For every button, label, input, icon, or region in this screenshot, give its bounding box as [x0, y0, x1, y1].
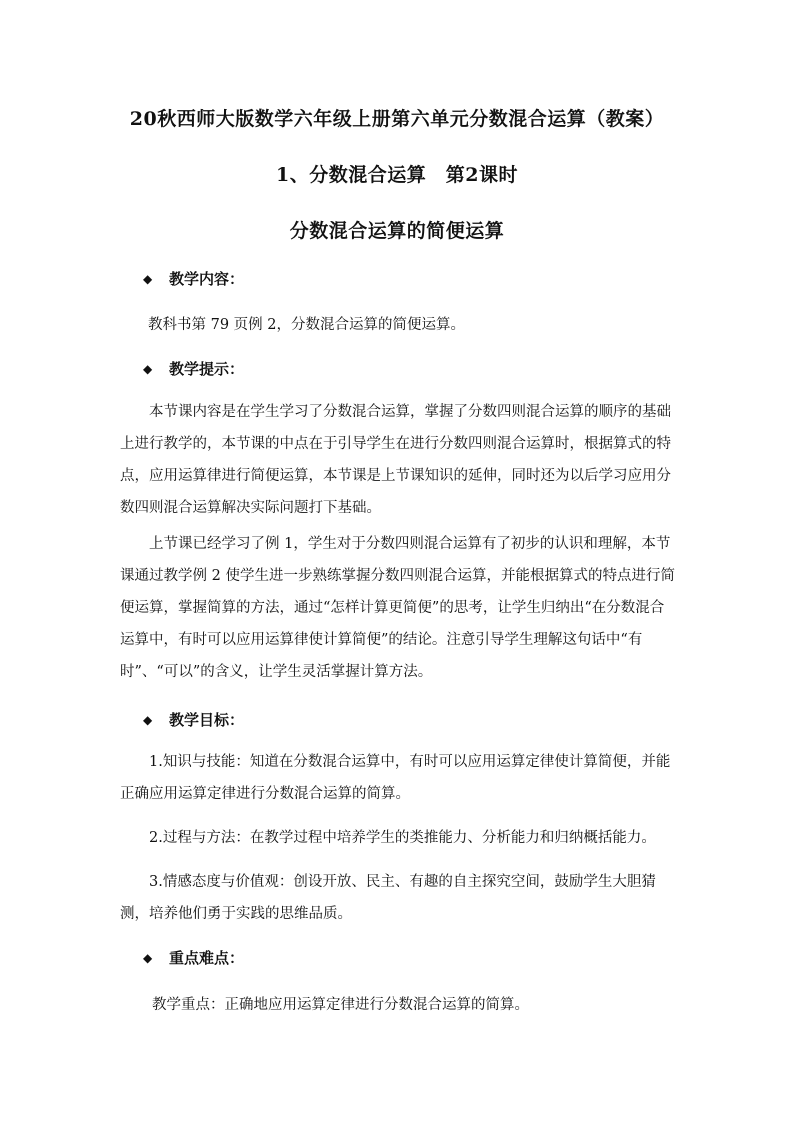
- section-heading-label: 教学提示：: [169, 360, 245, 378]
- lesson-title: 1、分数混合运算 第2课时: [276, 164, 518, 186]
- section-heading-content: [143, 268, 244, 289]
- diamond-bullet-icon: ◆: [143, 712, 153, 727]
- section-heading-goals: [143, 709, 244, 730]
- diamond-bullet-icon: ◆: [143, 271, 153, 286]
- section-heading-label: 教学内容：: [169, 270, 245, 288]
- diamond-bullet-icon: ◆: [143, 361, 153, 376]
- goal-item-2: 2.过程与方法：在教学过程中培养学生的类推能力、分析能力和归纳概括能力。: [149, 830, 656, 846]
- diamond-bullet-icon: ◆: [143, 950, 153, 965]
- goal-item-3: 3.情感态度与价值观：创设开放、民主、有趣的自主探究空间，鼓励学生大胆猜测，培养他们勇于实践的思维品质。: [120, 874, 656, 922]
- keypoints-text: 教学重点：正确地应用运算定律进行分数混合运算的简算。: [152, 997, 529, 1013]
- section-heading-label: 教学目标：: [169, 711, 245, 729]
- lesson-subtitle: 分数混合运算的简便运算: [289, 220, 505, 242]
- goal-item-1: 1.知识与技能：知道在分数混合运算中，有时可以应用运算定律使计算简便，并能正确应用运算定律进行分数混合运算的简算。: [120, 754, 671, 802]
- hint-paragraph-1: 本节课内容是在学生学习了分数混合运算，掌握了分数四则混合运算的顺序的基础上进行教学的，本节课的中点在于引导学生在进行分数四则混合运算时，根据算式的特点，应用运算律进行简便运算，本节课是上节课知识的延伸，同时还为以后学习应用分数四则混合运算解决实际问题打下基础。: [120, 404, 671, 516]
- section-heading-keypoints: [143, 947, 244, 968]
- section-heading-hint: [143, 358, 244, 379]
- content-text: 教科书第 79 页例 2，分数混合运算的简便运算。: [148, 317, 466, 333]
- document-title: 20秋西师大版数学六年级上册第六单元分数混合运算（教案）: [129, 108, 665, 130]
- hint-paragraph-2: 上节课已经学习了例 1，学生对于分数四则混合运算有了初步的认识和理解，本节课通过教学例 2 使学生进一步熟练掌握分数四则混合运算，并能根据算式的特点进行简便运算，掌握简算的方法，通过“怎样计算更简便”的思考，让学生归纳出“在分数混合运算中，有时可以应用运算律使计算简便”的结论。注意引导学生理解这句话中“有时”、“可以”的含义，让学生灵活掌握计算方法。: [120, 536, 675, 680]
- section-heading-label: 重点难点：: [169, 949, 245, 967]
